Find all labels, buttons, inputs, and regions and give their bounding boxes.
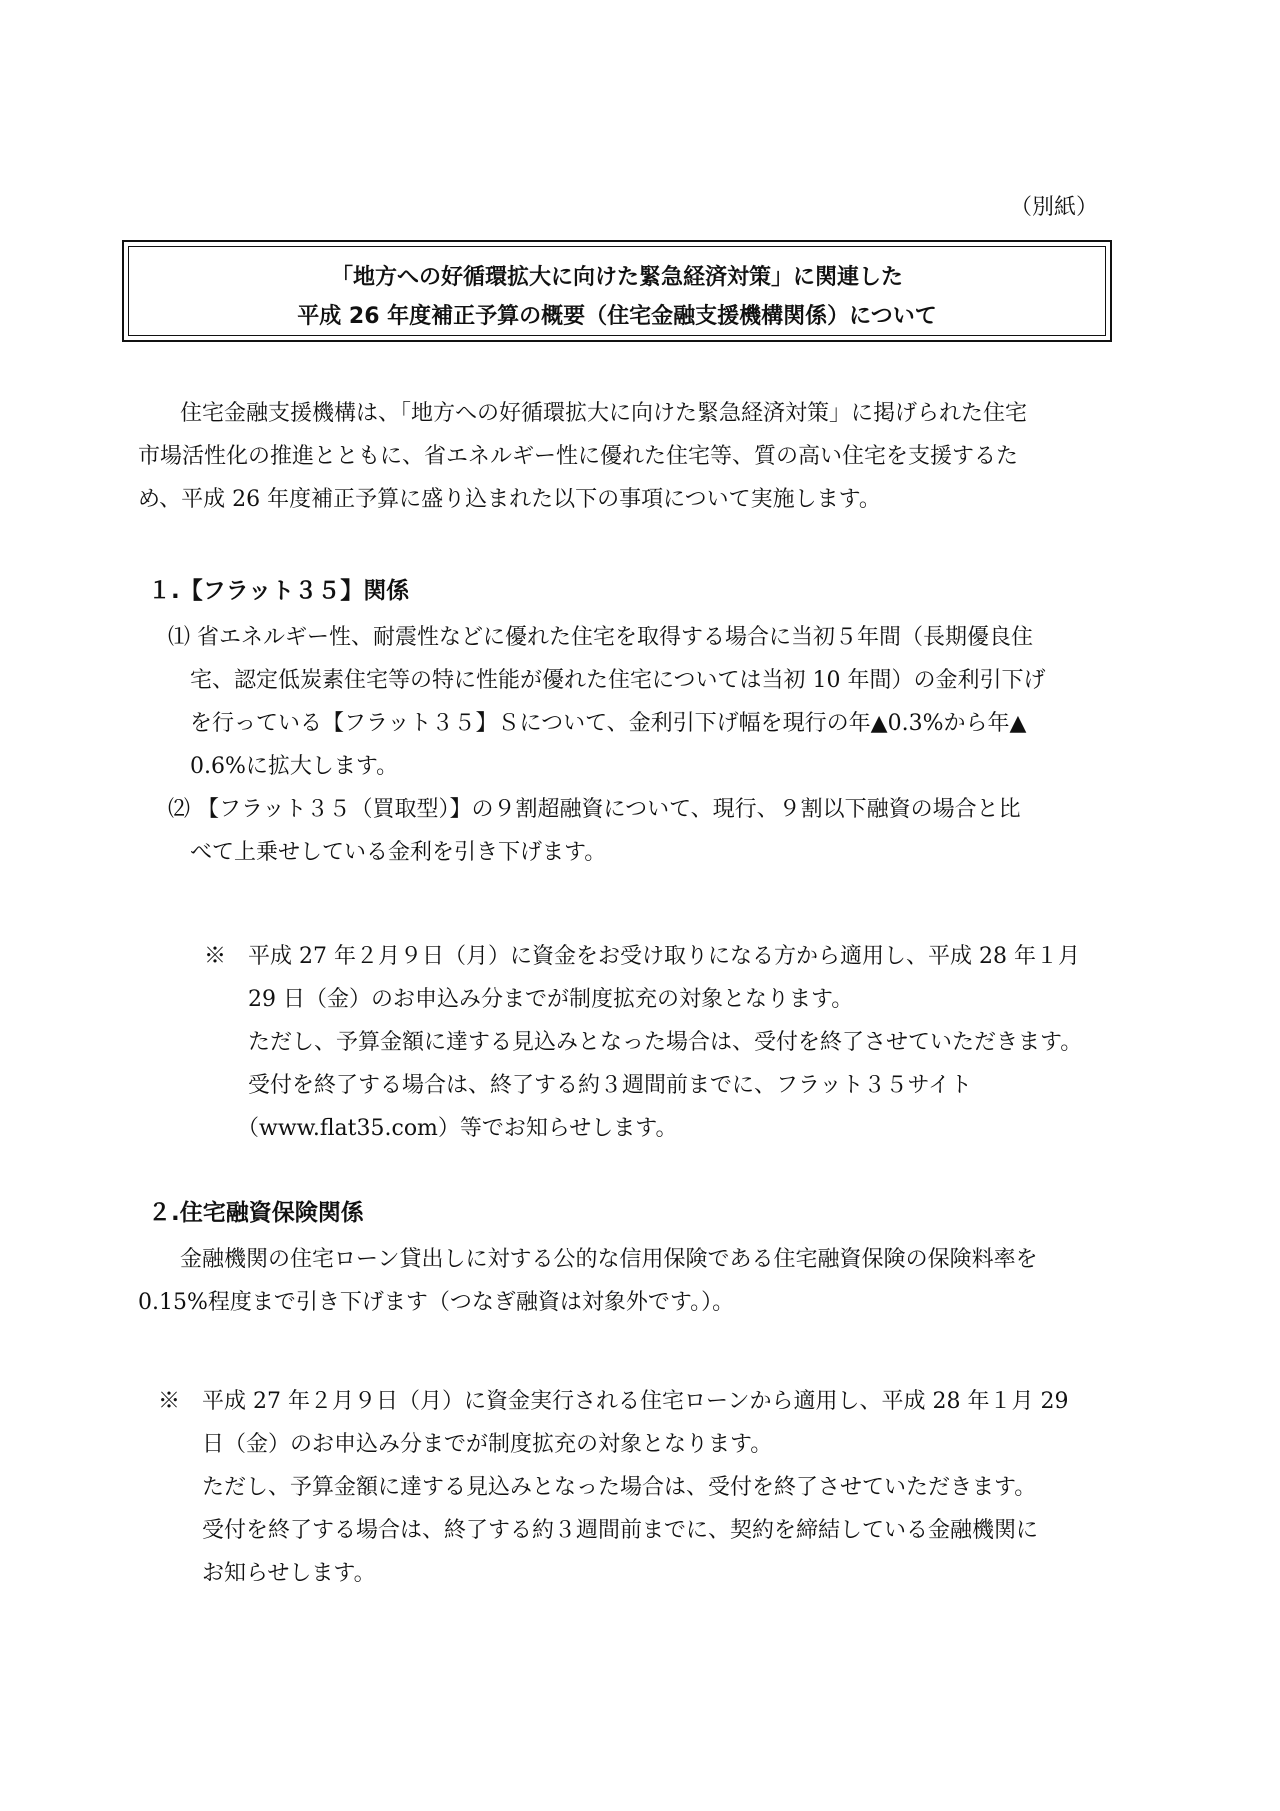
note-line: お知らせします。	[158, 1561, 376, 1586]
title-box	[122, 240, 1112, 342]
title-line-1: 「地方への好循環拡大に向けた緊急経済対策」に関連した	[330, 265, 903, 290]
section-2-heading: ２.住宅融資保険関係	[148, 1200, 364, 1226]
section-1-item-2	[168, 788, 1021, 874]
note-line: 受付を終了する場合は、終了する約３週間前までに、契約を締結している金融機関に	[158, 1518, 1039, 1543]
item-line: ⑴ 省エネルギー性、耐震性などに優れた住宅を取得する場合に当初５年間（長期優良住	[168, 625, 1033, 650]
intro-line: め、平成 26 年度補正予算に盛り込まれた以下の事項について実施します。	[138, 487, 881, 512]
title-line-2: 平成 26 年度補正予算の概要（住宅金融支援機構関係）について	[297, 304, 937, 329]
item-line: 0.6%に拡大します。	[168, 754, 399, 779]
section-2-note	[158, 1380, 1069, 1595]
attachment-label: （別紙）	[1009, 195, 1098, 220]
item-line: 宅、認定低炭素住宅等の特に性能が優れた住宅については当初 10 年間）の金利引下げ	[168, 668, 1046, 693]
section-1-note	[204, 935, 1082, 1150]
body-line: 0.15%程度まで引き下げます（つなぎ融資は対象外です。）。	[138, 1290, 735, 1315]
item-line: ⑵ 【フラット３５（買取型）】の９割超融資について、現行、９割以下融資の場合と比	[168, 797, 1021, 822]
intro-line: 市場活性化の推進とともに、省エネルギー性に優れた住宅等、質の高い住宅を支援するた	[138, 444, 1019, 469]
note-line: 日（金）のお申込み分までが制度拡充の対象となります。	[158, 1432, 773, 1457]
item-line: べて上乗せしている金利を引き下げます。	[168, 840, 607, 865]
body-line: 金融機関の住宅ローン貸出しに対する公的な信用保険である住宅融資保険の保険料率を	[158, 1247, 1038, 1272]
note-line: 29 日（金）のお申込み分までが制度拡充の対象となります。	[204, 987, 854, 1012]
note-line: ただし、予算金額に達する見込みとなった場合は、受付を終了させていただきます。	[158, 1475, 1037, 1500]
note-line: 受付を終了する場合は、終了する約３週間前までに、フラット３５サイト	[204, 1073, 973, 1098]
section-2-body	[138, 1238, 1038, 1324]
note-line: ※ 平成 27 年２月９日（月）に資金をお受け取りになる方から適用し、平成 28 年１月	[204, 944, 1080, 969]
intro-paragraph	[138, 392, 1028, 521]
note-line: ※ 平成 27 年２月９日（月）に資金実行される住宅ローンから適用し、平成 28 年１月 29	[158, 1389, 1069, 1414]
section-1-heading: １.【フラット３５】関係	[148, 578, 410, 604]
section-1-item-1	[168, 616, 1046, 788]
intro-line: 住宅金融支援機構は、「地方への好循環拡大に向けた緊急経済対策」に掲げられた住宅	[158, 401, 1028, 426]
note-line: ただし、予算金額に達する見込みとなった場合は、受付を終了させていただきます。	[204, 1030, 1083, 1055]
item-line: を行っている【フラット３５】Ｓについて、金利引下げ幅を現行の年▲0.3%から年▲	[168, 711, 1027, 736]
note-line: （www.flat35.com）等でお知らせします。	[204, 1116, 678, 1141]
